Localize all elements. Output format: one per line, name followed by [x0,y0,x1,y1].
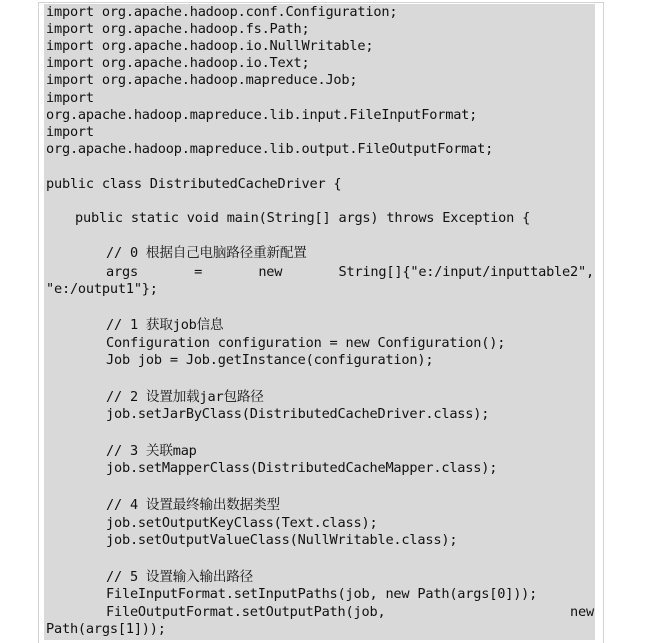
code-line: "e:/output1"}; [46,281,158,297]
code-line: Job job = Job.getInstance(configuration); [106,352,434,368]
code-line: job.setOutputValueClass(NullWritable.class); [106,532,458,548]
code-line-justified [106,603,594,621]
code-line: public static void main(String[] args) throws Exception { [75,210,531,226]
code-token: args [106,264,138,280]
code-comment: // 0 根据自己电脑路径重新配置 [106,245,307,261]
code-line: import org.apache.hadoop.mapreduce.Job; [46,72,358,88]
code-comment: // 4 设置最终输出数据类型 [106,497,280,513]
code-line-justified [106,263,594,281]
code-line: public class DistributedCacheDriver { [46,176,342,192]
code-line: import org.apache.hadoop.io.NullWritable; [46,38,374,54]
code-token: = [194,264,203,280]
code-line: import [46,90,94,106]
code-line: import org.apache.hadoop.conf.Configuration; [46,4,398,20]
code-token: new [570,604,594,620]
code-line: job.setMapperClass(DistributedCacheMapper.class); [106,460,498,476]
code-line: Configuration configuration = new Configuration(); [106,335,506,351]
code-comment: // 1 获取job信息 [106,317,224,333]
code-line: job.setOutputKeyClass(Text.class); [106,515,378,531]
code-comment: // 2 设置加载jar包路径 [106,389,264,405]
code-comment: // 5 设置输入输出路径 [106,569,254,585]
code-line: org.apache.hadoop.mapreduce.lib.output.FileOutputFormat; [46,141,494,157]
code-line: job.setJarByClass(DistributedCacheDriver.class); [106,406,490,422]
code-line: Path(args[1])); [46,621,166,637]
code-token: new [258,264,283,280]
code-line: import org.apache.hadoop.fs.Path; [46,21,310,37]
code-line: import [46,124,94,140]
code-line: import org.apache.hadoop.io.Text; [46,55,310,71]
code-token: String[]{"e:/input/inputtable2", [338,264,594,280]
code-comment: // 3 关联map [106,443,197,459]
code-line: FileInputFormat.setInputPaths(job, new Path(args[0])); [106,586,538,602]
code-token: FileOutputFormat.setOutputPath(job, [106,604,386,620]
code-line: org.apache.hadoop.mapreduce.lib.input.FileInputFormat; [46,107,478,123]
